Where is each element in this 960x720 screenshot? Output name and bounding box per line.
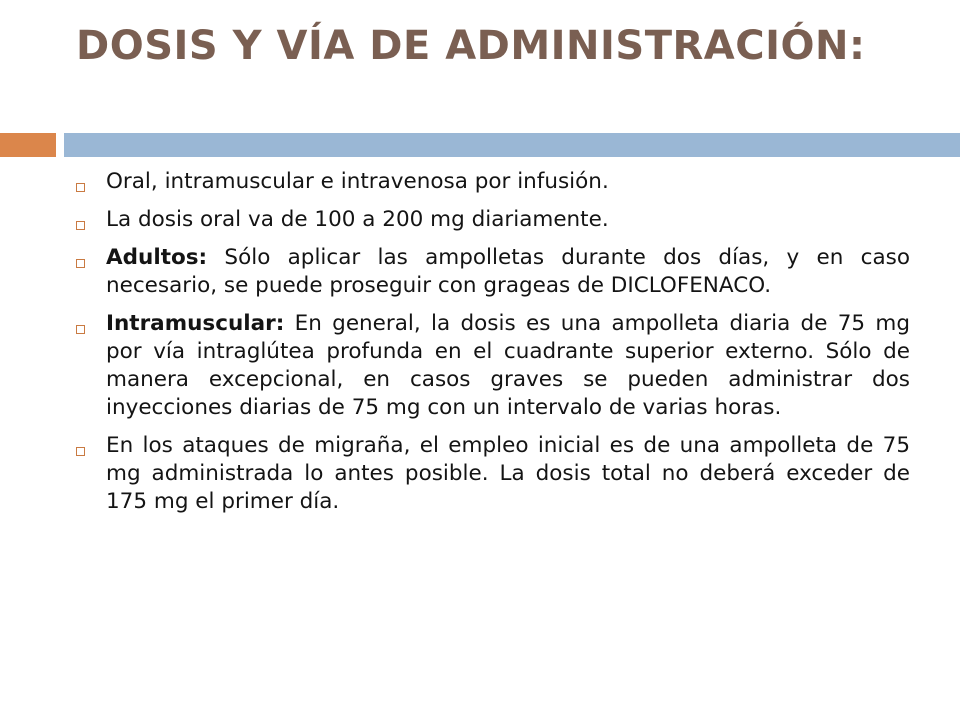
- accent-bar-blue: [64, 133, 960, 157]
- hollow-square-bullet-icon: [76, 325, 85, 334]
- bullet-item: [76, 432, 910, 516]
- bullet-list: [76, 168, 910, 526]
- bullet-body: Sólo aplicar las ampolletas durante dos días, y en caso necesario, se puede proseguir con grageas de DICLOFENACO.: [106, 245, 910, 298]
- bullet-text: [106, 310, 910, 422]
- bullet-item: [76, 206, 910, 234]
- hollow-square-bullet-icon: [76, 447, 85, 456]
- bullet-text: [106, 244, 910, 300]
- hollow-square-bullet-icon: [76, 221, 85, 230]
- bullet-body: En general, la dosis es una ampolleta diaria de 75 mg por vía intraglútea profunda en el cuadrante superior externo. Sólo de manera excepcional, en casos graves se pueden administrar dos inyecciones diarias de 75 mg con un intervalo de varias horas.: [106, 311, 910, 420]
- hollow-square-bullet-icon: [76, 259, 85, 268]
- accent-bar-orange: [0, 133, 56, 157]
- bullet-item: [76, 244, 910, 300]
- bullet-item: [76, 168, 910, 196]
- bullet-text: [106, 432, 910, 516]
- bullet-lead: Intramuscular:: [106, 311, 285, 336]
- hollow-square-bullet-icon: [76, 183, 85, 192]
- bullet-item: [76, 310, 910, 422]
- bullet-body: Oral, intramuscular e intravenosa por infusión.: [106, 169, 609, 194]
- bullet-lead: Adultos:: [106, 245, 208, 270]
- slide-title: DOSIS Y VÍA DE ADMINISTRACIÓN:: [76, 23, 866, 69]
- bullet-body: En los ataques de migraña, el empleo inicial es de una ampolleta de 75 mg administrada lo antes posible. La dosis total no deberá exceder de 175 mg el primer día.: [106, 433, 910, 514]
- bullet-text: [106, 168, 910, 196]
- bullet-text: [106, 206, 910, 234]
- bullet-body: La dosis oral va de 100 a 200 mg diariamente.: [106, 207, 609, 232]
